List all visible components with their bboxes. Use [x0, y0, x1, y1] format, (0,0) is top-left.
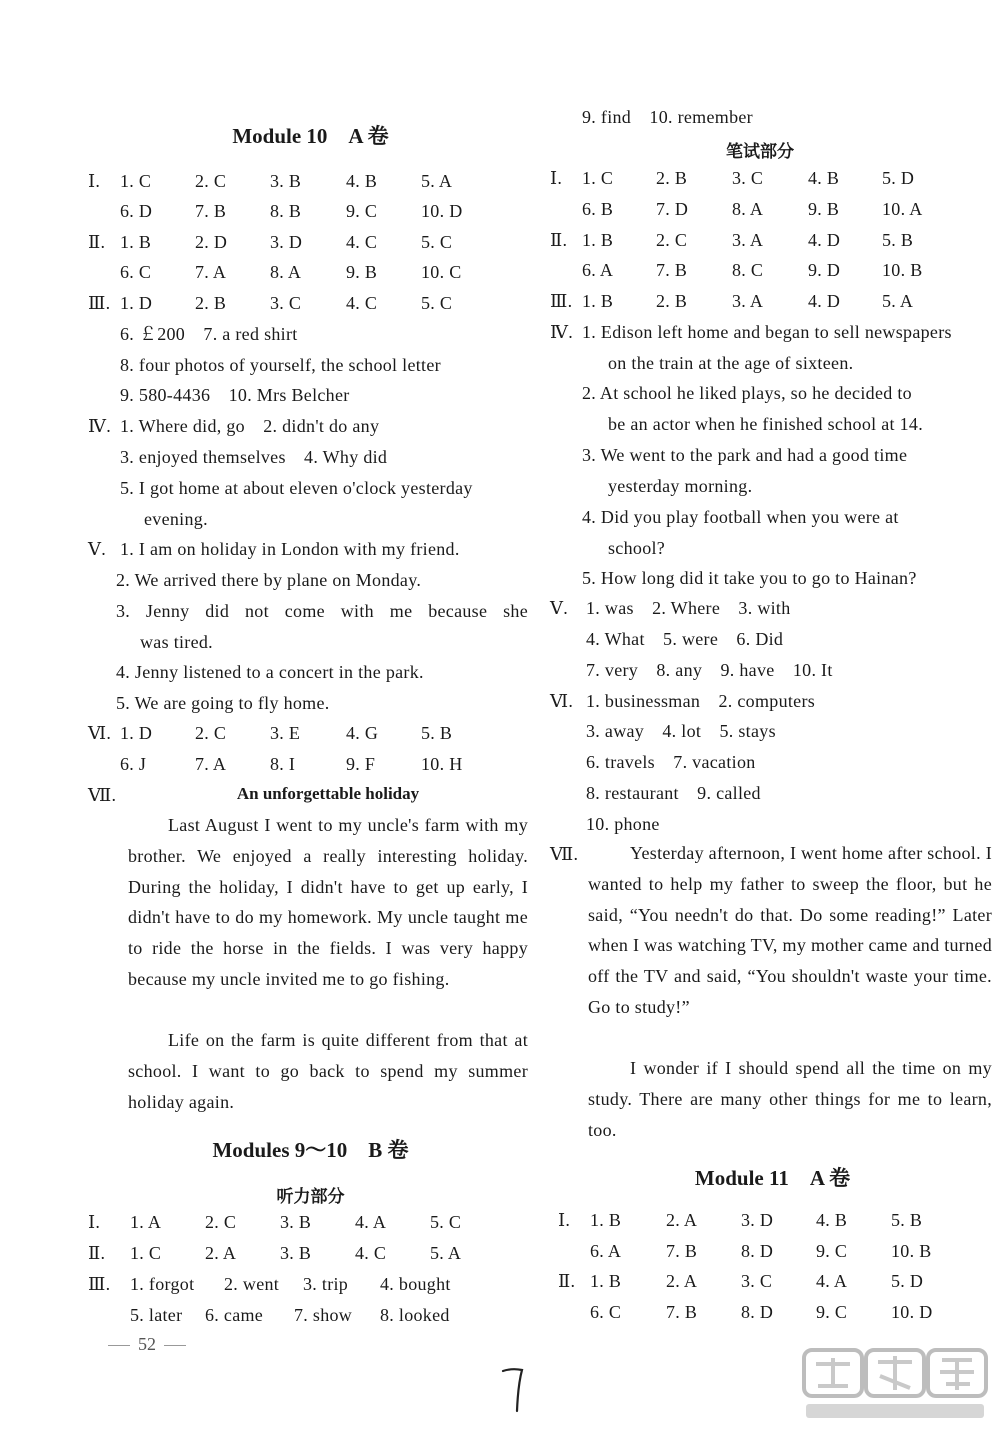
answer-line: 5. I got home at about eleven o'clock yesterday — [120, 478, 473, 498]
answer: 10. H — [421, 754, 463, 774]
answer-line: 6. travels 7. vacation — [586, 752, 756, 772]
answer: 1. forgot — [130, 1274, 195, 1294]
answer: 2. C — [195, 171, 227, 191]
answer: 2. went — [224, 1274, 280, 1294]
answer: 8. looked — [380, 1305, 450, 1325]
answer: 1. B — [590, 1271, 622, 1291]
answer: 2. B — [656, 168, 688, 188]
answer: 3. D — [741, 1210, 774, 1230]
answer-line: be an actor when he finished school at 14. — [608, 414, 924, 434]
answer: 9. B — [808, 199, 840, 219]
answer: 6. A — [582, 260, 614, 280]
heading-module-10-a: Module 10 A 卷 — [232, 124, 389, 148]
essay-paragraph: Yesterday afternoon, I went home after school. I wanted to help my father to sweep the floor, but he said, “You needn't do that. Do some reading!” Later when I was watching TV, my mother came and turned off the TV and said, “You shouldn't waste your time. Go to study!” — [588, 843, 992, 1017]
answer: 7. B — [656, 260, 688, 280]
answer-line: 2. We arrived there by plane on Monday. — [116, 570, 422, 590]
answer: 9. B — [346, 262, 378, 282]
answer: 3. C — [741, 1271, 773, 1291]
answer: 6. J — [120, 754, 147, 774]
answer: 4. C — [355, 1243, 387, 1263]
answer: 2. A — [205, 1243, 237, 1263]
section-numeral: Ⅳ. — [550, 322, 574, 342]
answer: 5. B — [882, 230, 914, 250]
answer: 3. B — [280, 1243, 312, 1263]
answer: 1. C — [582, 168, 614, 188]
answer: 8. D — [741, 1302, 774, 1322]
answer: 3. B — [270, 171, 302, 191]
answer: 3. A — [732, 291, 764, 311]
section-numeral: Ⅱ. — [88, 232, 106, 252]
answer: 5. A — [430, 1243, 462, 1263]
answer-line: 8. four photos of yourself, the school letter — [120, 355, 441, 375]
answer: 1. C — [130, 1243, 162, 1263]
section-numeral: Ⅰ. — [550, 168, 563, 188]
answer: 1. A — [130, 1212, 162, 1232]
answer: 2. D — [195, 232, 228, 252]
answer-line: 4. Did you play football when you were at — [582, 507, 899, 527]
answer: 10. A — [882, 199, 923, 219]
section-numeral: Ⅱ. — [88, 1243, 106, 1263]
answer: 1. B — [582, 230, 614, 250]
answer: 5. B — [891, 1210, 923, 1230]
answer: 4. D — [808, 291, 841, 311]
answer-line: 1. was 2. Where 3. with — [586, 598, 791, 618]
page-number — [100, 1334, 194, 1355]
answer: 6. A — [590, 1241, 622, 1261]
answer-line: evening. — [144, 509, 208, 529]
answer: 5. C — [421, 232, 453, 252]
answer: 10. D — [891, 1302, 933, 1322]
section-heading-listening: 听力部分 — [276, 1187, 345, 1207]
answer: 10. C — [421, 262, 462, 282]
answer: 9. C — [346, 201, 378, 221]
section-numeral: Ⅰ. — [558, 1210, 571, 1230]
answer: 4. B — [808, 168, 840, 188]
answer: 6. B — [582, 199, 614, 219]
answer: 5. A — [421, 171, 453, 191]
answer: 9. D — [808, 260, 841, 280]
answer: 2. C — [195, 723, 227, 743]
section-numeral: Ⅴ. — [550, 598, 569, 618]
answer: 1. D — [120, 293, 153, 313]
answer: 4. C — [346, 293, 378, 313]
answer: 1. B — [582, 291, 614, 311]
answer-text: 3. Jenny did not come with me because she — [116, 601, 528, 621]
page-number-dash — [108, 1345, 130, 1346]
section-numeral: Ⅲ. — [88, 293, 111, 313]
answer-line: 1. businessman 2. computers — [586, 691, 816, 711]
answer: 7. B — [195, 201, 227, 221]
heading-modules-9-10-b: Modules 9～10 B 卷 — [212, 1138, 409, 1162]
page-number-text: 52 — [138, 1334, 156, 1354]
answer: 10. D — [421, 201, 463, 221]
answer: 8. B — [270, 201, 302, 221]
answer: 4. B — [816, 1210, 848, 1230]
answer: 7. show — [294, 1305, 353, 1325]
answer-line: 5. We are going to fly home. — [116, 693, 330, 713]
answer: 9. F — [346, 754, 376, 774]
answer: 2. C — [656, 230, 688, 250]
essay-title: An unforgettable holiday — [236, 784, 420, 803]
answer-line: 2. At school he liked plays, so he decided to — [582, 383, 912, 403]
answer: 10. B — [891, 1241, 932, 1261]
section-numeral: Ⅲ. — [550, 291, 573, 311]
answer: 1. B — [120, 232, 152, 252]
answer: 7. D — [656, 199, 689, 219]
answer: 8. A — [270, 262, 302, 282]
section-numeral: Ⅲ. — [88, 1274, 111, 1294]
answer: 4. G — [346, 723, 379, 743]
answer: 6. came — [205, 1305, 264, 1325]
answer-line: 10. phone — [586, 814, 660, 834]
answer: 6. C — [120, 262, 152, 282]
watermark-logo — [800, 1346, 990, 1426]
answer-line: 1. Where did, go 2. didn't do any — [120, 416, 380, 436]
answer-line: yesterday morning. — [608, 476, 753, 496]
answer: 6. D — [120, 201, 153, 221]
section-numeral: Ⅱ. — [558, 1271, 576, 1291]
answer-line: was tired. — [140, 632, 213, 652]
section-heading-written: 笔试部分 — [726, 142, 794, 162]
answer-line: 5. How long did it take you to go to Hainan? — [582, 568, 917, 588]
answer: 3. trip — [303, 1274, 349, 1294]
answer: 6. C — [590, 1302, 622, 1322]
handwritten-mark — [500, 1365, 530, 1415]
section-numeral: Ⅶ. — [88, 785, 117, 805]
answer: 7. A — [195, 262, 227, 282]
answer: 2. A — [666, 1210, 698, 1230]
answer-line: school? — [608, 538, 666, 558]
essay-paragraph: Life on the farm is quite different from that at school. I want to go back to spend my summer holiday again. — [128, 1030, 528, 1112]
answer-line: 4. Jenny listened to a concert in the park. — [116, 662, 424, 682]
answer: 5. A — [882, 291, 914, 311]
answer: 3. E — [270, 723, 301, 743]
answer-line: 1. Edison left home and began to sell newspapers — [582, 322, 952, 342]
answer: 7. B — [666, 1241, 698, 1261]
answer: 3. C — [732, 168, 764, 188]
answer: 4. A — [816, 1271, 848, 1291]
answer-line: 9. 580-4436 10. Mrs Belcher — [120, 385, 350, 405]
answer-line: 4. What 5. were 6. Did — [586, 629, 784, 649]
answer-line — [116, 600, 528, 622]
answer: 2. C — [205, 1212, 237, 1232]
answer: 4. B — [346, 171, 378, 191]
section-numeral: Ⅴ. — [88, 539, 107, 559]
answer: 9. C — [816, 1302, 848, 1322]
section-numeral: Ⅰ. — [88, 1212, 101, 1232]
answer: 5. later — [130, 1305, 183, 1325]
answer: 10. B — [882, 260, 923, 280]
section-numeral: Ⅶ. — [550, 844, 579, 864]
section-numeral: Ⅵ. — [550, 691, 574, 711]
answer: 3. A — [732, 230, 764, 250]
heading-module-11-a: Module 11 A 卷 — [694, 1166, 851, 1190]
answer: 7. B — [666, 1302, 698, 1322]
answer: 5. D — [891, 1271, 924, 1291]
answer: 2. B — [195, 293, 227, 313]
answer: 3. D — [270, 232, 303, 252]
answer: 1. D — [120, 723, 153, 743]
answer: 8. I — [270, 754, 296, 774]
page-number-dash — [164, 1345, 186, 1346]
answer: 1. B — [590, 1210, 622, 1230]
answer: 9. C — [816, 1241, 848, 1261]
answer-line: on the train at the age of sixteen. — [608, 353, 854, 373]
answer-line: 9. find 10. remember — [582, 107, 753, 127]
answer-line: 7. very 8. any 9. have 10. It — [586, 660, 833, 680]
answer: 5. C — [421, 293, 453, 313]
section-numeral: Ⅳ. — [88, 416, 112, 436]
answer-line: 3. away 4. lot 5. stays — [586, 721, 776, 741]
answer: 8. A — [732, 199, 764, 219]
answer-line: 3. We went to the park and had a good time — [582, 445, 908, 465]
answer: 4. D — [808, 230, 841, 250]
answer: 4. bought — [380, 1274, 451, 1294]
answer: 1. C — [120, 171, 152, 191]
answer-line: 6. ￡200 7. a red shirt — [120, 324, 298, 344]
answer: 4. C — [346, 232, 378, 252]
answer: 4. A — [355, 1212, 387, 1232]
essay-paragraph: I wonder if I should spend all the time on my study. There are many other things for me to learn, too. — [588, 1058, 992, 1140]
answer: 5. B — [421, 723, 453, 743]
answer: 2. B — [656, 291, 688, 311]
answer: 2. A — [666, 1271, 698, 1291]
answer-line: 8. restaurant 9. called — [586, 783, 761, 803]
section-numeral: Ⅱ. — [550, 230, 568, 250]
section-numeral: Ⅵ. — [88, 723, 112, 743]
answer-line: 1. I am on holiday in London with my friend. — [120, 539, 460, 559]
answer: 7. A — [195, 754, 227, 774]
answer: 5. C — [430, 1212, 462, 1232]
answer: 8. D — [741, 1241, 774, 1261]
answer: 8. C — [732, 260, 764, 280]
section-numeral: Ⅰ. — [88, 171, 101, 191]
answer-line: 3. enjoyed themselves 4. Why did — [120, 447, 388, 467]
answer: 3. C — [270, 293, 302, 313]
answer: 5. D — [882, 168, 915, 188]
essay-paragraph: Last August I went to my uncle's farm with my brother. We enjoyed a really interesting holiday. During the holiday, I didn't have to get up early, I didn't have to do my homework. My uncle taught me to ride the horse in the fields. I was very happy because my uncle invited me to go fishing. — [128, 815, 528, 989]
answer: 3. B — [280, 1212, 312, 1232]
